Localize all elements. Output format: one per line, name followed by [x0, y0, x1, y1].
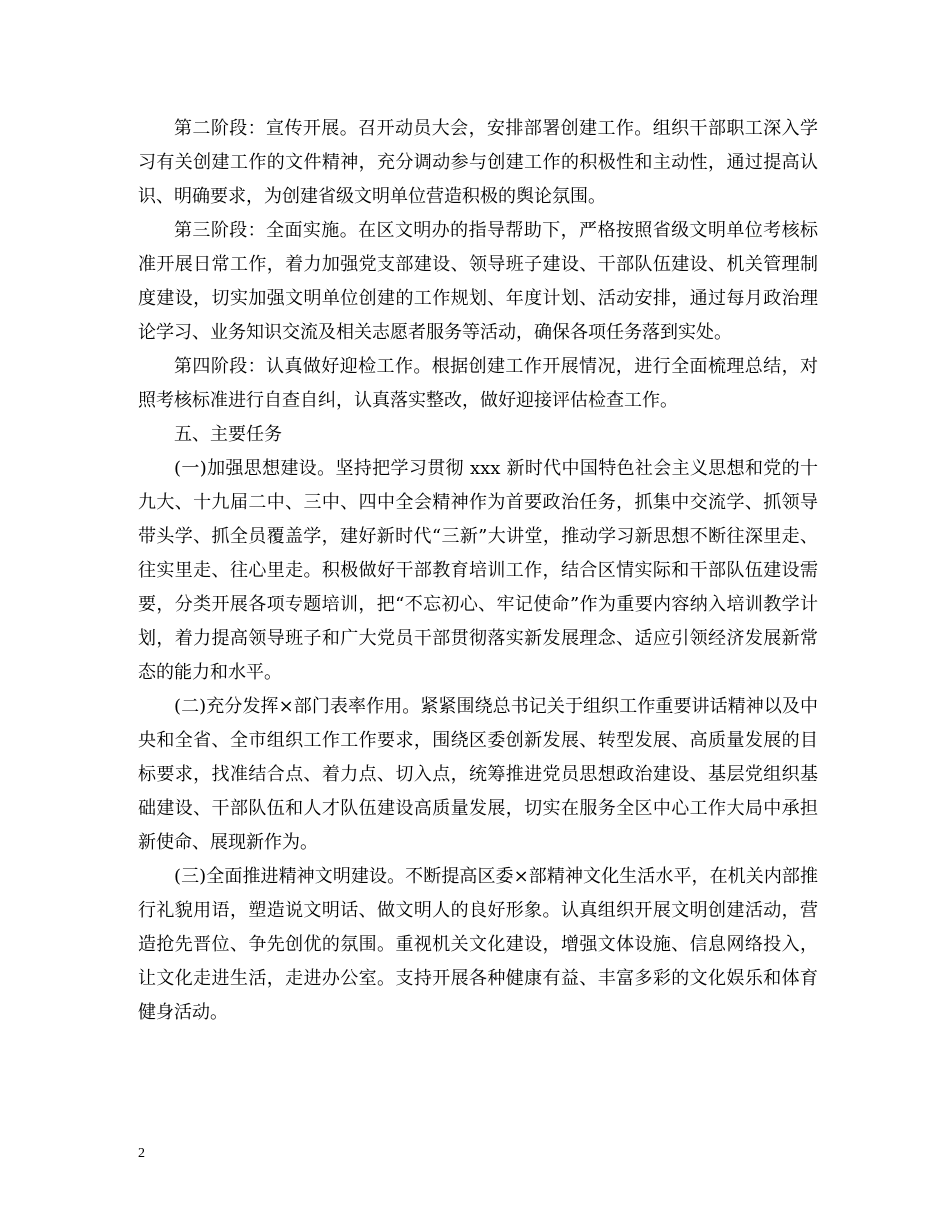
section-heading-main-tasks: 五、主要任务	[174, 424, 282, 445]
paragraph-stage-four: 第四阶段：认真做好迎检工作。根据创建工作开展情况，进行全面梳理总结，对照考核标准进行自查自纠，认真落实整改，做好迎接评估检查工作。	[138, 356, 818, 411]
paragraph-task-three: (三)全面推进精神文明建设。不断提高区委×部精神文化生活水平，在机关内部推行礼貌用语，塑造说文明话、做文明人的良好形象。认真组织开展文明创建活动，营造抢先晋位、争先创优的氛围。重视机关文化建设，增强文体设施、信息网络投入，让文化走进生活，走进办公室。支持开展各种健康有益、丰富多彩的文化娱乐和体育健身活动。	[138, 866, 818, 1023]
paragraph-task-two: (二)充分发挥×部门表率作用。紧紧围绕总书记关于组织工作重要讲话精神以及中央和全省、全市组织工作工作要求，围绕区委创新发展、转型发展、高质量发展的目标要求，找准结合点、着力点、切入点，统筹推进党员思想政治建设、基层党组织基础建设、干部队伍和人才队伍建设高质量发展，切实在服务全区中心工作大局中承担新使命、展现新作为。	[138, 696, 818, 853]
document-body	[138, 112, 818, 1030]
paragraph-stage-two: 第二阶段：宣传开展。召开动员大会，安排部署创建工作。组织干部职工深入学习有关创建工作的文件精神，充分调动参与创建工作的积极性和主动性，通过提高认识、明确要求，为创建省级文明单位营造积极的舆论氛围。	[138, 118, 818, 207]
paragraph-stage-three: 第三阶段：全面实施。在区文明办的指导帮助下，严格按照省级文明单位考核标准开展日常工作，着力加强党支部建设、领导班子建设、干部队伍建设、机关管理制度建设，切实加强文明单位创建的工作规划、年度计划、活动安排，通过每月政治理论学习、业务知识交流及相关志愿者服务等活动，确保各项任务落到实处。	[138, 220, 818, 343]
paragraph-task-one: (一)加强思想建设。坚持把学习贯彻 xxx 新时代中国特色社会主义思想和党的十九大、十九届二中、三中、四中全会精神作为首要政治任务，抓集中交流学、抓领导带头学、抓全员覆盖学，建好新时代“三新”大讲堂，推动学习新思想不断往深里走、往实里走、往心里走。积极做好干部教育培训工作，结合区情实际和干部队伍建设需要，分类开展各项专题培训，把“不忘初心、牢记使命”作为重要内容纳入培训教学计划，着力提高领导班子和广大党员干部贯彻落实新发展理念、适应引领经济发展新常态的能力和水平。	[138, 458, 818, 683]
page-number: 2	[138, 1146, 145, 1161]
